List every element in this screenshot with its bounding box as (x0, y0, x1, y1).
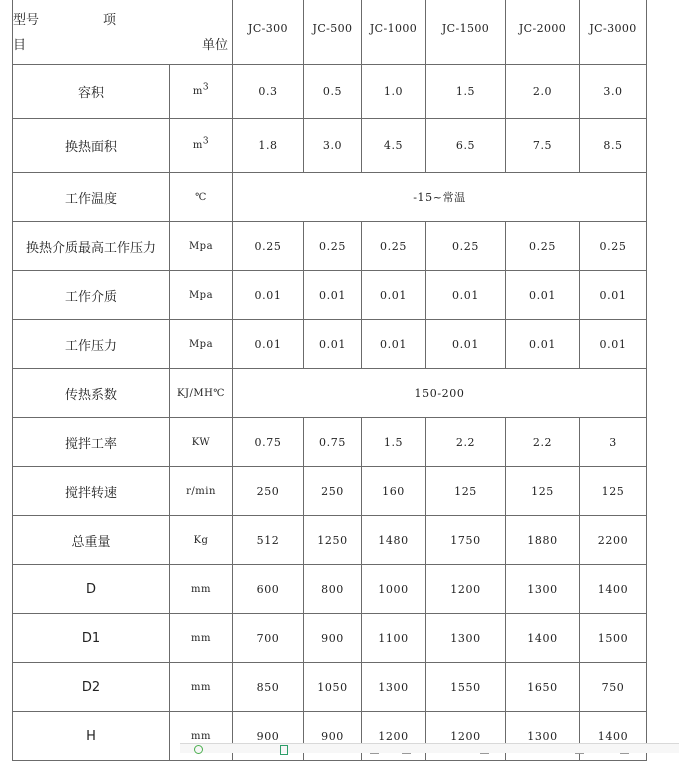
value-cell: 250 (233, 467, 304, 516)
status-item[interactable] (402, 745, 414, 756)
value-cell: 1000 (362, 565, 426, 614)
unit-text: KJ/MH℃ (177, 387, 225, 399)
param-name: 工作压力 (13, 320, 170, 369)
grid-icon (575, 745, 584, 754)
value-cell: 4.5 (362, 119, 426, 173)
value-cell: 1200 (362, 712, 426, 761)
model-jc-1500: JC-1500 (426, 0, 506, 65)
param-unit (170, 119, 233, 173)
value-cell: 1250 (304, 516, 362, 565)
value-cell: 0.01 (304, 320, 362, 369)
value-cell: 0.01 (580, 271, 647, 320)
param-unit (170, 173, 233, 222)
unit-text: Mpa (188, 338, 214, 350)
value-cell: 0.01 (304, 271, 362, 320)
value-cell: 3.0 (304, 119, 362, 173)
tool-icon (370, 745, 379, 754)
param-name: 换热面积 (13, 119, 170, 173)
param-name: 工作介质 (13, 271, 170, 320)
value-cell: 2.0 (506, 65, 580, 119)
unit-header: 单位 (201, 37, 228, 53)
param-unit (170, 565, 233, 614)
param-unit (170, 65, 233, 119)
page-icon (480, 745, 489, 754)
unit-superscript: 3 (202, 82, 210, 93)
value-cell: 1300 (506, 565, 580, 614)
value-cell: 125 (506, 467, 580, 516)
value-cell: 0.01 (362, 271, 426, 320)
value-cell: 160 (362, 467, 426, 516)
value-cell: 125 (426, 467, 506, 516)
value-cell: 1480 (362, 516, 426, 565)
value-cell: 0.25 (426, 222, 506, 271)
document-icon (280, 745, 288, 755)
param-unit (170, 516, 233, 565)
value-cell: 1300 (426, 614, 506, 663)
value-cell: 1400 (580, 712, 647, 761)
value-cell: 1.8 (233, 119, 304, 173)
value-cell: 2.2 (426, 418, 506, 467)
table-row (13, 65, 647, 119)
table-row (13, 418, 647, 467)
table-row (13, 663, 647, 712)
status-item[interactable] (575, 745, 587, 756)
value-cell: 0.01 (426, 320, 506, 369)
param-unit (170, 369, 233, 418)
status-item[interactable] (620, 745, 632, 756)
model-label: 型号 (13, 12, 40, 28)
param-unit (170, 418, 233, 467)
model-jc-1000: JC-1000 (362, 0, 426, 65)
value-cell: 0.3 (233, 65, 304, 119)
status-item[interactable] (480, 745, 492, 756)
value-cell: 1500 (580, 614, 647, 663)
table-row (13, 320, 647, 369)
table-row (13, 119, 647, 173)
unit-text: m (192, 86, 203, 97)
value-cell: 0.25 (506, 222, 580, 271)
spec-table (12, 0, 647, 761)
value-cell: 750 (580, 663, 647, 712)
param-name: 总重量 (13, 516, 170, 565)
pen-icon (402, 745, 411, 754)
unit-text: mm (191, 730, 211, 742)
status-item[interactable] (194, 745, 206, 756)
value-cell: 1750 (426, 516, 506, 565)
value-cell: 900 (304, 712, 362, 761)
value-cell: 3 (580, 418, 647, 467)
value-cell: 0.01 (506, 320, 580, 369)
value-cell: 0.01 (233, 320, 304, 369)
circle-icon (194, 745, 203, 754)
merged-value-cell: 150-200 (233, 369, 647, 418)
value-cell: 1400 (580, 565, 647, 614)
param-unit (170, 222, 233, 271)
model-jc-2000: JC-2000 (506, 0, 580, 65)
param-name: 容积 (13, 65, 170, 119)
value-cell: 1300 (362, 663, 426, 712)
table-row (13, 222, 647, 271)
value-cell: 1100 (362, 614, 426, 663)
param-name: H (13, 712, 170, 761)
value-cell: 900 (304, 614, 362, 663)
param-unit (170, 467, 233, 516)
value-cell: 1400 (506, 614, 580, 663)
unit-text: m (192, 140, 203, 151)
unit-text: Mpa (188, 289, 214, 301)
unit-text: KW (191, 436, 211, 448)
value-cell: 800 (304, 565, 362, 614)
item-label-bottom: 目 (13, 37, 27, 53)
param-unit (170, 320, 233, 369)
value-cell: 0.25 (580, 222, 647, 271)
value-cell: 1050 (304, 663, 362, 712)
value-cell: 8.5 (580, 119, 647, 173)
merged-value-cell: -15~常温 (233, 173, 647, 222)
value-cell: 0.01 (580, 320, 647, 369)
value-cell: 2.2 (506, 418, 580, 467)
param-name: 换热介质最高工作压力 (13, 222, 170, 271)
table-row (13, 565, 647, 614)
value-cell: 0.25 (304, 222, 362, 271)
item-label-top: 项 (103, 12, 117, 28)
param-name: 搅拌转速 (13, 467, 170, 516)
value-cell: 0.01 (362, 320, 426, 369)
status-item[interactable] (370, 745, 382, 756)
model-jc-3000: JC-3000 (580, 0, 647, 65)
value-cell: 1300 (506, 712, 580, 761)
param-name: 搅拌工率 (13, 418, 170, 467)
value-cell: 7.5 (506, 119, 580, 173)
unit-text: Kg (193, 534, 209, 546)
value-cell: 250 (304, 467, 362, 516)
param-unit (170, 271, 233, 320)
settings-icon (620, 745, 629, 754)
table-row (13, 516, 647, 565)
value-cell: 0.01 (233, 271, 304, 320)
value-cell: 1200 (426, 565, 506, 614)
param-name: 传热系数 (13, 369, 170, 418)
value-cell: 1880 (506, 516, 580, 565)
value-cell: 125 (580, 467, 647, 516)
table-row (13, 614, 647, 663)
model-jc-300: JC-300 (233, 0, 304, 65)
unit-text: mm (191, 583, 211, 595)
param-unit (170, 663, 233, 712)
unit-text: r/min (186, 485, 216, 497)
value-cell: 1550 (426, 663, 506, 712)
value-cell: 850 (233, 663, 304, 712)
corner-cell (13, 0, 233, 65)
value-cell: 700 (233, 614, 304, 663)
value-cell: 1.5 (426, 65, 506, 119)
value-cell: 512 (233, 516, 304, 565)
unit-text: ℃ (195, 191, 207, 203)
table-row (13, 467, 647, 516)
value-cell: 0.25 (362, 222, 426, 271)
value-cell: 0.75 (233, 418, 304, 467)
status-item[interactable] (280, 745, 291, 756)
value-cell: 6.5 (426, 119, 506, 173)
side-hint-text (671, 684, 679, 706)
unit-text: Mpa (188, 240, 214, 252)
header-row (13, 0, 647, 65)
value-cell: 1.5 (362, 418, 426, 467)
value-cell: 3.0 (580, 65, 647, 119)
value-cell: 0.01 (426, 271, 506, 320)
value-cell: 0.01 (506, 271, 580, 320)
value-cell: 0.5 (304, 65, 362, 119)
unit-text: mm (191, 681, 211, 693)
unit-text: mm (191, 632, 211, 644)
value-cell: 1650 (506, 663, 580, 712)
param-name: 工作温度 (13, 173, 170, 222)
unit-superscript: 3 (202, 136, 210, 147)
param-name: D1 (13, 614, 170, 663)
table-row (13, 173, 647, 222)
param-name: D2 (13, 663, 170, 712)
value-cell: 2200 (580, 516, 647, 565)
param-unit (170, 614, 233, 663)
param-name: D (13, 565, 170, 614)
value-cell: 1200 (426, 712, 506, 761)
value-cell: 600 (233, 565, 304, 614)
value-cell: 0.25 (233, 222, 304, 271)
value-cell: 0.75 (304, 418, 362, 467)
value-cell: 900 (233, 712, 304, 761)
model-jc-500: JC-500 (304, 0, 362, 65)
table-row (13, 271, 647, 320)
table-row (13, 369, 647, 418)
value-cell: 1.0 (362, 65, 426, 119)
table-row (13, 712, 647, 761)
